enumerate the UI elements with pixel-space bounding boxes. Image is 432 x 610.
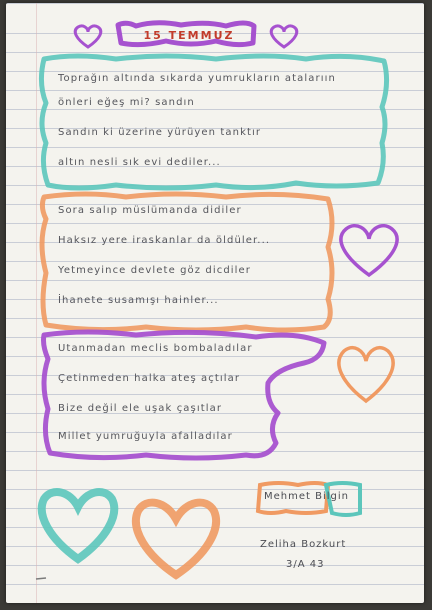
heart-icon-orange-right [339, 348, 393, 401]
stanza-3-line-3: Bize değil ele uşak çaşıtlar [58, 403, 223, 414]
stanza-2-line-3: Yetmeyince devlete göz dicdiler [58, 265, 251, 276]
notebook-page [6, 3, 424, 603]
author-name: Zeliha Bozkurt [260, 539, 347, 550]
stanza-1-line-4: altın nesli sık evi dediler... [58, 157, 221, 168]
signature-name: Mehmet Bilgin [264, 491, 349, 502]
heart-icon-purple-right [341, 226, 397, 275]
heart-icon-teal-bottom [42, 492, 114, 559]
heart-icon-top-right [271, 26, 297, 47]
page-title: 15 TEMMUZ [143, 29, 235, 42]
class-number: 3/A 43 [286, 559, 325, 570]
stanza-1-line-2: önleri eğeş mi? sandın [58, 97, 195, 108]
stanza-3-line-2: Çetinmeden halka ateş açtılar [58, 373, 241, 384]
corner-mark [36, 578, 46, 579]
stanza-2-line-4: İhanete susamışı hainler... [58, 295, 219, 306]
stanza-3-line-4: Millet yumruğuyla afalladılar [58, 431, 233, 442]
heart-icon-top-left [75, 26, 101, 47]
stanza-2-line-2: Haksız yere iraskanlar da öldüler... [58, 235, 271, 246]
stanza-2-line-1: Sora salıp müslümanda didiler [58, 205, 242, 216]
stanza-1-line-3: Sandın ki üzerine yürüyen tanktır [58, 127, 262, 138]
stanza-3-line-1: Utanmadan meclis bombaladılar [58, 343, 253, 354]
heart-icon-orange-bottom [136, 503, 216, 575]
stanza-1-line-1: Toprağın altında sıkarda yumrukların atalarıın [58, 73, 336, 84]
